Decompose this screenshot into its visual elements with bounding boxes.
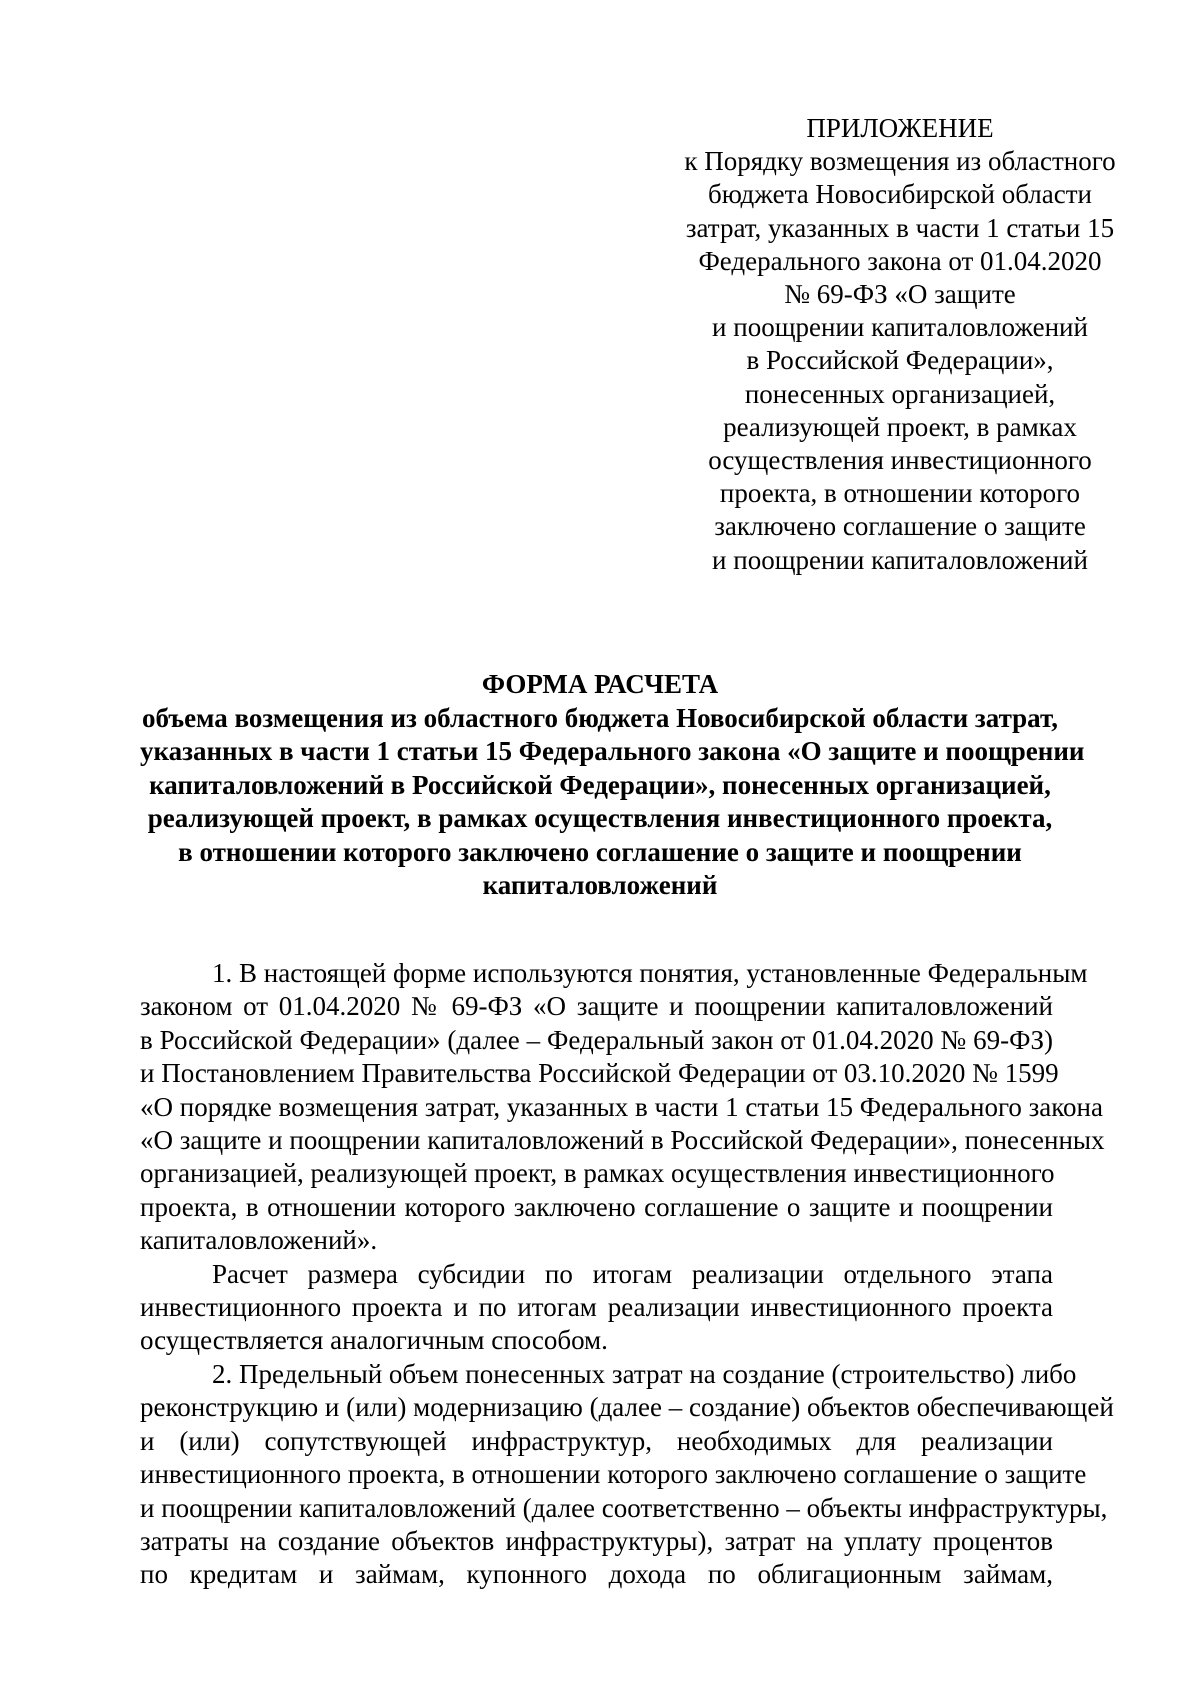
form-title-line: капиталовложений в Российской Федерации», понесенных организацией,: [149, 769, 1051, 800]
paragraph-line: законом от 01.04.2020 № 69-ФЗ «О защите и поощрении капиталовложений: [140, 991, 1053, 1022]
form-title-line: капиталовложений: [482, 870, 718, 900]
paragraph-line: инвестиционного проекта, в отношении которого заключено соглашение о защите: [140, 1459, 1087, 1490]
paragraph-line: и (или) сопутствующей инфраструктур, необходимых для реализации: [140, 1425, 1053, 1456]
appendix-line: реализующей проект, в рамках: [723, 411, 1077, 442]
appendix-line: проекта, в отношении которого: [719, 478, 1081, 509]
appendix-line: затрат, указанных в части 1 статьи 15: [685, 212, 1115, 243]
appendix-line: в Российской Федерации»,: [746, 345, 1054, 376]
appendix-line: и поощрении капиталовложений: [712, 312, 1088, 343]
appendix-line: Федерального закона от 01.04.2020: [698, 245, 1102, 276]
paragraph-line: организацией, реализующей проект, в рамках осуществления инвестиционного: [140, 1158, 1055, 1189]
paragraph-line: и Постановлением Правительства Российской Федерации от 03.10.2020 № 1599: [140, 1058, 1059, 1089]
paragraph-line: инвестиционного проекта и по итогам реализации инвестиционного проекта: [140, 1292, 1053, 1323]
appendix-line: № 69-ФЗ «О защите: [784, 279, 1016, 310]
paragraph-1: [140, 957, 1105, 1258]
form-title: [140, 668, 1085, 903]
paragraph-line: и поощрении капиталовложений (далее соответственно – объекты инфраструктуры,: [140, 1492, 1108, 1523]
form-title-line: реализующей проект, в рамках осуществления инвестиционного проекта,: [147, 803, 1053, 833]
body-text: [140, 957, 1114, 1592]
form-title-line: объема возмещения из областного бюджета Новосибирской области затрат,: [142, 702, 1058, 733]
paragraph-line: затраты на создание объектов инфраструктуры), затрат на уплату процентов: [140, 1525, 1053, 1556]
paragraph-line: реконструкцию и (или) модернизацию (далее – создание) объектов обеспечивающей: [140, 1392, 1114, 1423]
paragraph-2: [140, 1258, 1053, 1358]
appendix-line: и поощрении капиталовложений: [712, 544, 1088, 575]
appendix-line: заключено соглашение о защите: [714, 511, 1086, 542]
appendix-line: осуществления инвестиционного: [708, 445, 1092, 476]
paragraph-3: [140, 1358, 1114, 1592]
paragraph-line: капиталовложений».: [140, 1225, 378, 1256]
paragraph-line: проекта, в отношении которого заключено соглашение о защите и поощрении: [140, 1191, 1053, 1222]
form-title-line: в отношении которого заключено соглашение о защите и поощрении: [178, 836, 1022, 867]
paragraph-line: 2. Предельный объем понесенных затрат на создание (строительство) либо: [212, 1358, 1077, 1389]
paragraph-line: «О защите и поощрении капиталовложений в Российской Федерации», понесенных: [140, 1125, 1105, 1156]
paragraph-line: осуществляется аналогичным способом.: [140, 1325, 608, 1356]
form-title-line: указанных в части 1 статьи 15 Федерального закона «О защите и поощрении: [140, 736, 1085, 766]
appendix-header: [655, 112, 1145, 577]
form-title-heading: ФОРМА РАСЧЕТА: [481, 669, 719, 699]
paragraph-line: в Российской Федерации» (далее – Федеральный закон от 01.04.2020 № 69-ФЗ): [140, 1024, 1053, 1055]
appendix-line: понесенных организацией,: [744, 378, 1056, 409]
appendix-line: к Порядку возмещения из областного: [684, 146, 1116, 177]
paragraph-line: Расчет размера субсидии по итогам реализации отдельного этапа: [212, 1258, 1053, 1289]
paragraph-line: по кредитам и займам, купонного дохода по облигационным займам,: [140, 1559, 1053, 1590]
paragraph-line: 1. В настоящей форме используются понятия, установленные Федеральным: [212, 958, 1088, 988]
appendix-line: бюджета Новосибирской области: [708, 179, 1092, 210]
appendix-title: ПРИЛОЖЕНИЕ: [806, 113, 994, 143]
paragraph-line: «О порядке возмещения затрат, указанных в части 1 статьи 15 Федерального закона: [140, 1091, 1103, 1122]
